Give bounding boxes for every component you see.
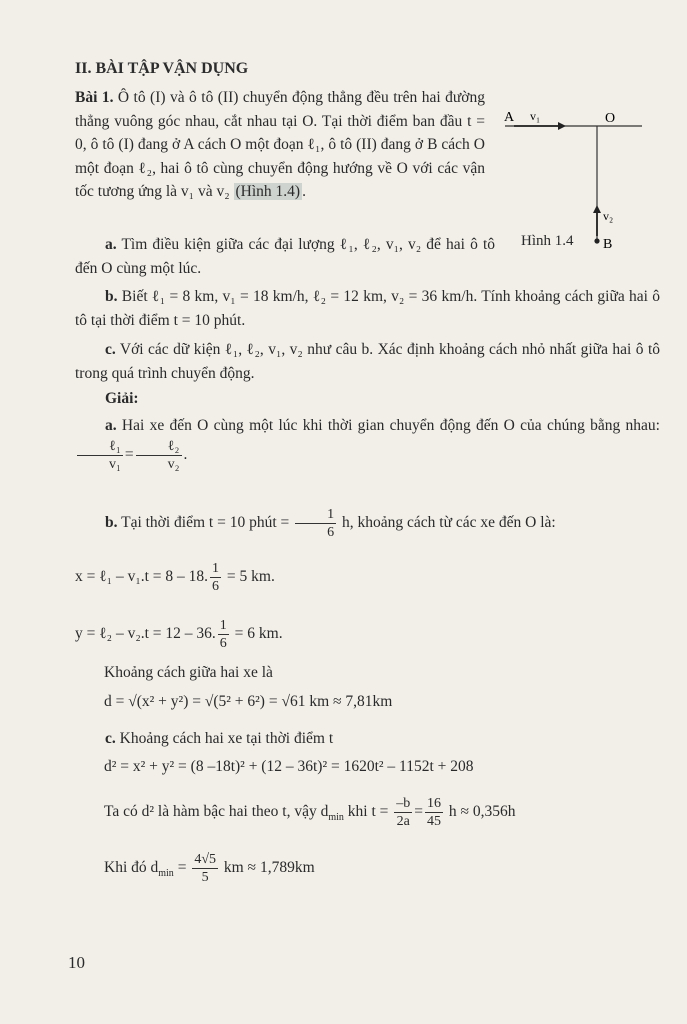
fraction-numerator: 1 xyxy=(295,506,336,524)
equation-x-left: x = ℓ₁ – v₁.t = 8 – 18. xyxy=(75,568,209,586)
part-a xyxy=(75,233,495,280)
fraction-l2-v2 xyxy=(136,438,182,473)
label-v2: v₂ xyxy=(603,209,614,223)
figure-caption: Hình 1.4 xyxy=(521,233,574,249)
fraction-denominator: 6 xyxy=(327,525,335,540)
fraction-denominator: 45 xyxy=(427,814,442,829)
figure-reference: (Hình 1.4) xyxy=(235,183,301,200)
dmin-value: km ≈ 1,789km xyxy=(220,859,315,877)
fraction-denominator: 6 xyxy=(219,636,227,651)
fraction-4-root5-5 xyxy=(192,851,218,886)
part-c xyxy=(75,338,660,385)
solution-b-label: b. xyxy=(105,514,118,532)
fraction-denominator: 2a xyxy=(396,814,410,829)
part-c-text: Với các dữ kiện ℓ₁, ℓ₂, v₁, v₂ như câu b. Xác định khoảng cách nhỏ nhất giữa hai ô tô trong quá trình chuyển động. xyxy=(75,341,660,382)
solution-a-text: Hai xe đến O cùng một lúc khi thời gian chuyển động đến O của chúng bằng nhau: xyxy=(116,417,660,434)
label-o: O xyxy=(605,111,616,126)
distance-equation: d = √(x² + y²) = √(5² + 6²) = √61 km ≈ 7,81km xyxy=(104,693,393,710)
dmin-subscript: min xyxy=(158,868,174,880)
equation-x xyxy=(75,560,660,595)
solution-b xyxy=(75,506,660,541)
equation-y-left: y = ℓ₂ – v₂.t = 12 – 36. xyxy=(75,625,216,643)
fraction-denominator: v₂ xyxy=(167,456,180,472)
velocity-v1-arrowhead xyxy=(558,122,566,130)
min-time-value: h ≈ 0,356h xyxy=(445,803,516,821)
fraction-numerator: –b xyxy=(396,796,411,811)
solution-b-text1: Tại thời điểm t = 10 phút = xyxy=(117,514,294,532)
fraction-numerator: 16 xyxy=(427,796,442,811)
solution-a: a. Hai xe đến O cùng một lúc khi thời gian chuyển động đến O của chúng bằng nhau: $\frac{\text{ℓ₁}}{\text{v₁}}$ = $\frac{\text{ℓ₂}}{\text{v₂}}$ . xyxy=(75,414,660,473)
min-text: Ta có d² là hàm bậc hai theo t, vậy d xyxy=(104,803,329,821)
equation-y xyxy=(75,617,660,652)
distance-label: Khoảng cách giữa hai xe là xyxy=(104,664,273,681)
fraction-16-45 xyxy=(425,795,443,830)
point-b-dot xyxy=(594,238,599,243)
fraction-l1-v1 xyxy=(77,438,123,473)
solution-heading: Giải: xyxy=(105,390,139,407)
part-b xyxy=(75,285,660,332)
solution-b-text2: h, khoảng cách từ các xe đến O là: xyxy=(338,514,556,532)
fraction-one-sixth xyxy=(295,506,336,541)
distance-squared-equation: d² = x² + y² = (8 –18t)² + (12 – 36t)² = 1620t² – 1152t + 208 xyxy=(104,758,474,775)
solution-c xyxy=(75,727,660,751)
fraction-numerator: 1 xyxy=(219,618,227,633)
fraction-numerator: 4√5 xyxy=(194,852,216,867)
problem-text-end: . xyxy=(302,183,306,200)
fraction-numerator: ℓ₁ xyxy=(77,438,123,456)
part-a-text: Tìm điều kiện giữa các đại lượng ℓ₁, ℓ₂, v₁, v₂ để hai ô tô đến O cùng một lúc. xyxy=(75,236,495,277)
problem-statement xyxy=(75,86,485,204)
part-c-label: c. xyxy=(105,341,116,358)
fraction-denominator: v₁ xyxy=(109,456,121,472)
minimum-time-line: Ta có d² là hàm bậc hai theo t, vậy $d_{min}$ khi t = $\frac{-b}{2a}$ = $\frac{16}{45}$ h ≈ 0,356h xyxy=(104,796,516,829)
label-a: A xyxy=(504,110,515,125)
part-b-text: Biết ℓ₁ = 8 km, v₁ = 18 km/h, ℓ₂ = 12 km, v₂ = 36 km/h. Tính khoảng cách giữa hai ô tô tại thời điểm t = 10 phút. xyxy=(75,288,660,329)
page-number: 10 xyxy=(68,953,85,972)
velocity-v2-arrowhead xyxy=(593,205,601,213)
dmin-text: Khi đó d xyxy=(104,859,159,877)
label-v1: v₁ xyxy=(530,109,541,123)
part-a-label: a. xyxy=(105,236,117,253)
min-subscript: min xyxy=(328,812,344,824)
fraction-denominator: 6 xyxy=(212,579,220,594)
label-b: B xyxy=(603,237,613,252)
fraction-minus-b-2a xyxy=(394,795,412,830)
min-text-when: khi t = xyxy=(343,803,393,821)
fraction-denominator: 5 xyxy=(201,870,209,885)
solution-c-label: c. xyxy=(105,730,116,747)
section-title: II. BÀI TẬP VẬN DỤNG xyxy=(75,60,249,77)
solution-c-text: Khoảng cách hai xe tại thời điểm t xyxy=(115,730,334,747)
fraction-numerator: 1 xyxy=(212,561,220,576)
problem-label: Bài 1. xyxy=(75,89,114,106)
part-b-label: b. xyxy=(105,288,118,305)
equation-y-right: = 6 km. xyxy=(230,625,283,643)
fraction-one-sixth xyxy=(218,617,229,652)
equation-x-right: = 5 km. xyxy=(223,568,275,586)
problem-text: Ô tô (I) và ô tô (II) chuyển động thẳng đều trên hai đường thẳng vuông góc nhau, cắt nhau tại O. Tại thời điểm ban đầu t = 0, ô tô (I) đang ở A cách O một đoạn ℓ₁, ô tô (II) đang ở B cách O một đoạn ℓ₂, hai ô tô cùng chuyển động hướng về O với các vận tốc tương ứng là v₁ và v₂ xyxy=(75,89,485,200)
fraction-numerator: ℓ₂ xyxy=(136,438,182,456)
fraction-one-sixth xyxy=(210,560,221,595)
solution-a-label: a. xyxy=(105,417,117,434)
minimum-distance-line: Khi đó $d_{min}$ = $\frac{4√5}{5}$ km ≈ 1,789km xyxy=(104,852,315,885)
